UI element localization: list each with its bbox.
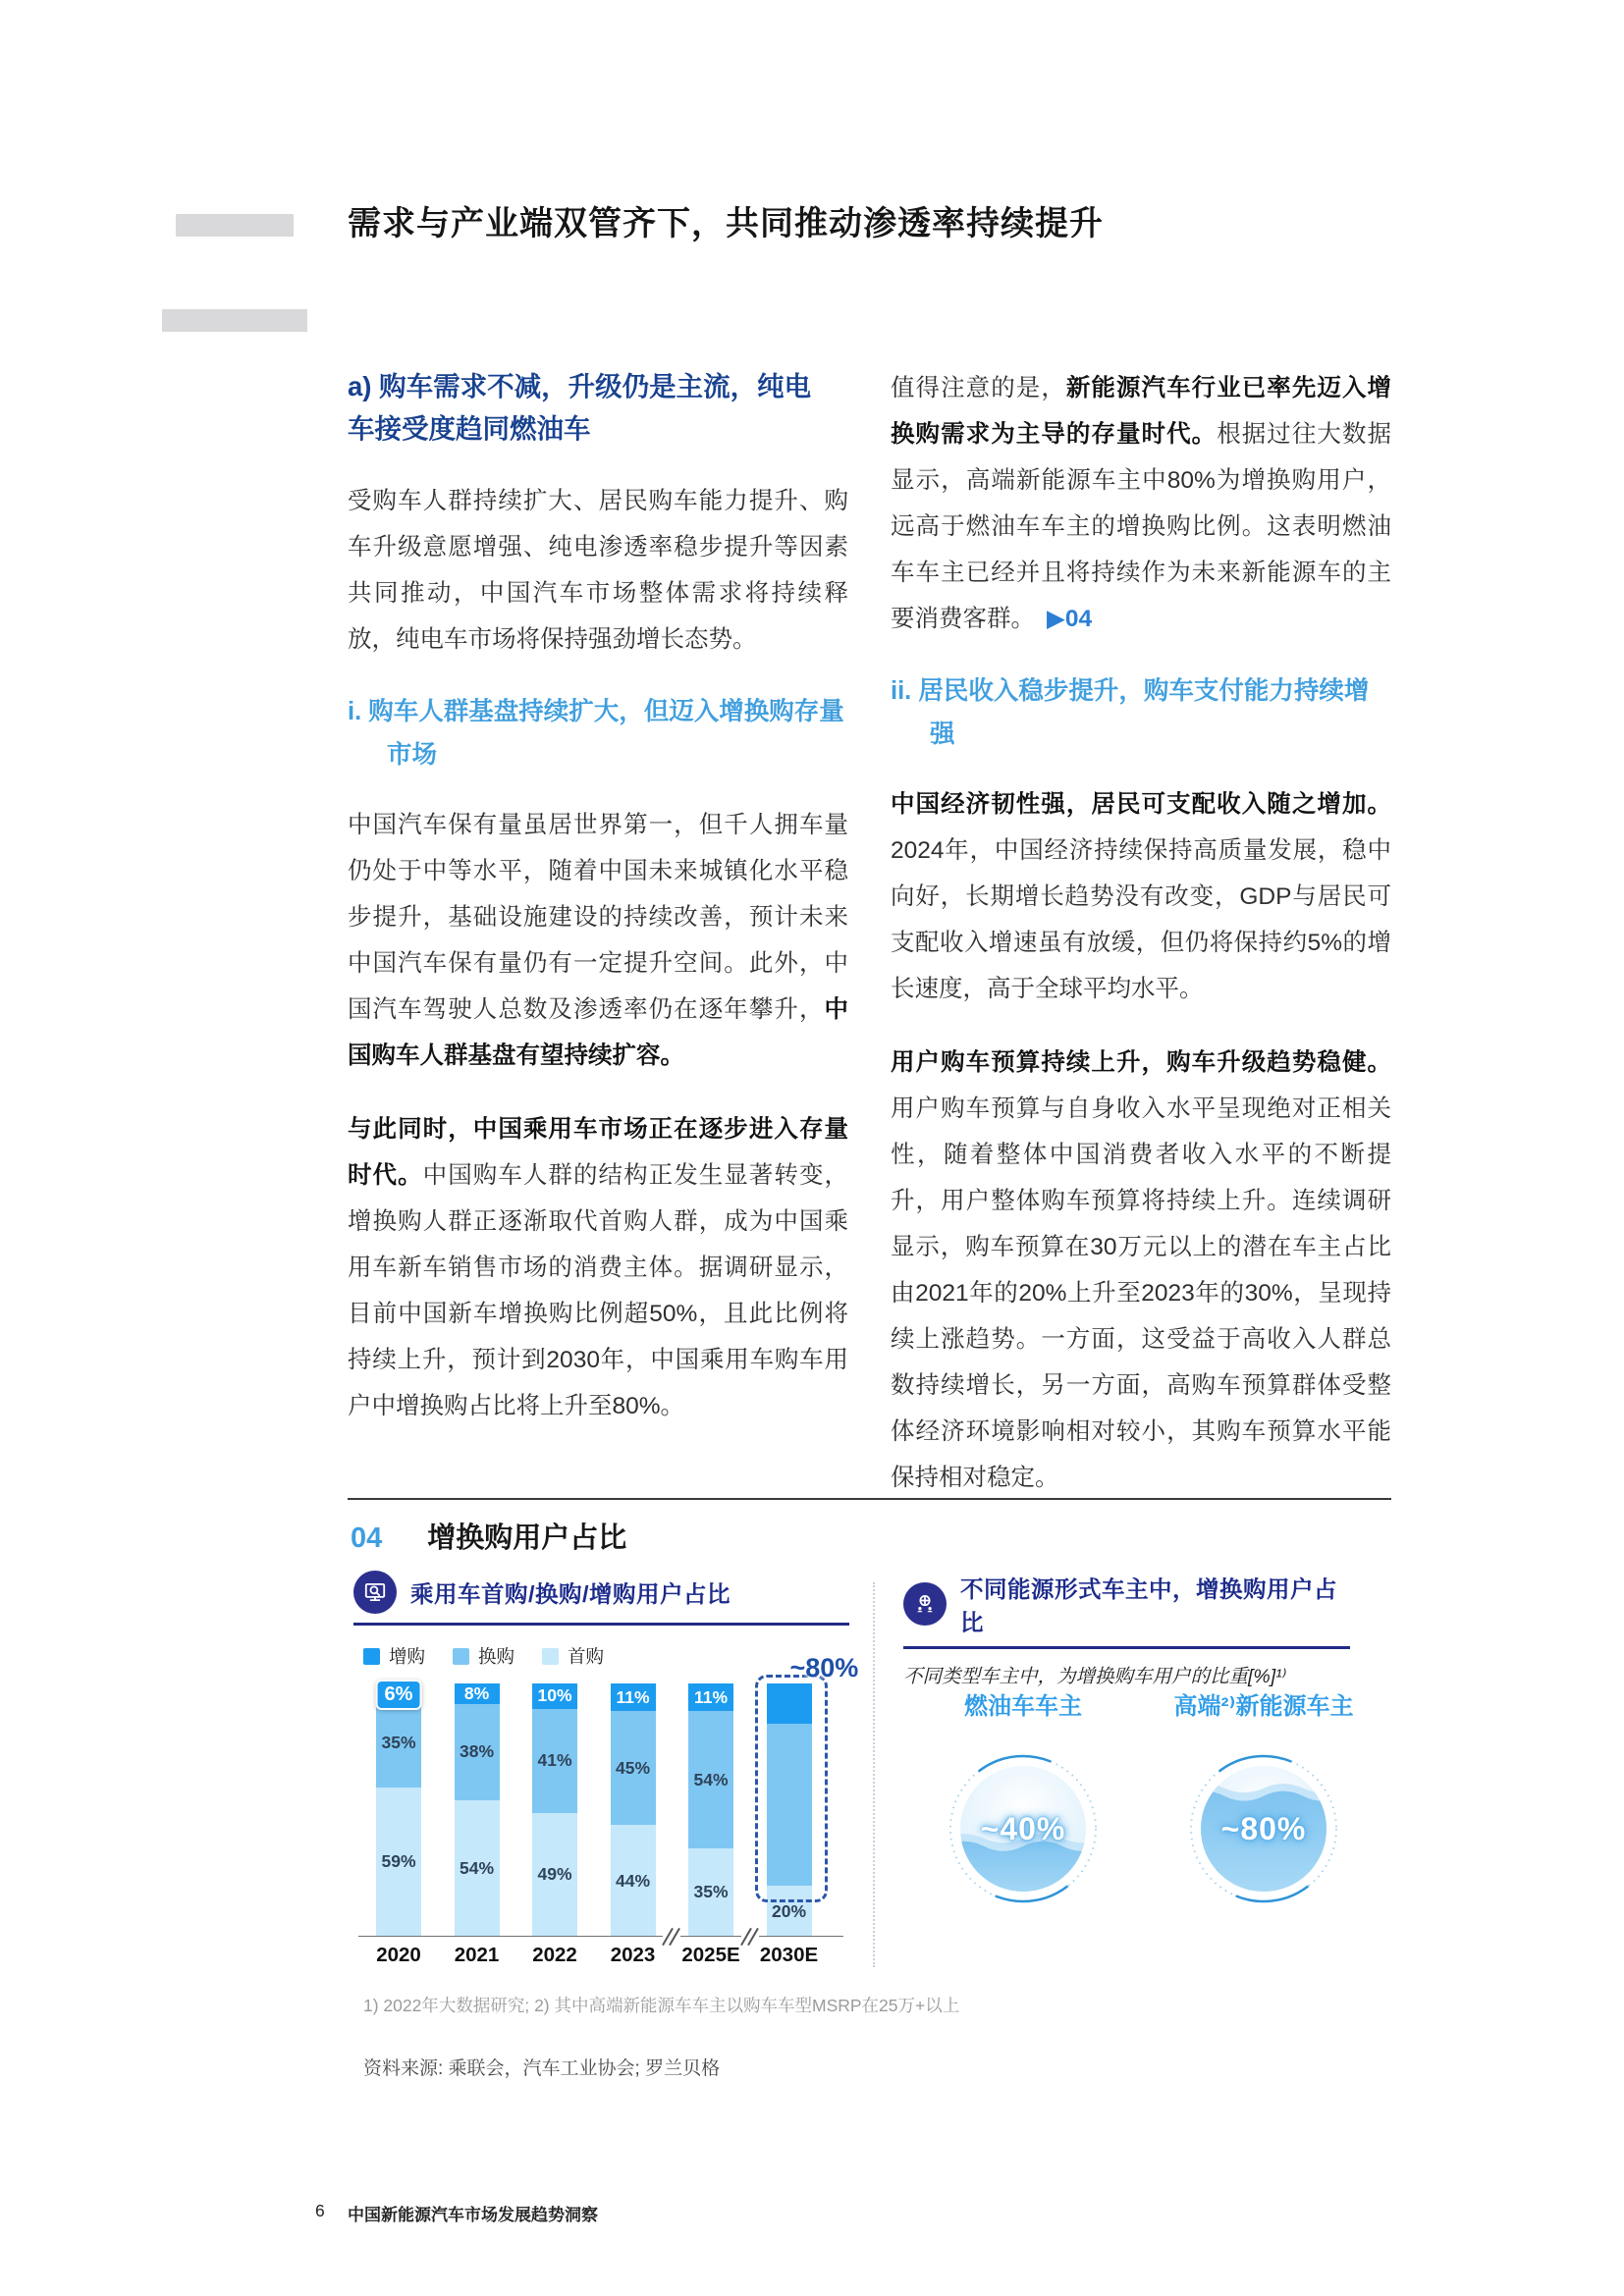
figure-number: 04 xyxy=(351,1522,383,1554)
axis-break-mark xyxy=(741,1927,759,1947)
bubble-column xyxy=(1161,1686,1367,1907)
figure-ref-link[interactable]: ▶04 xyxy=(1047,606,1093,632)
bar-value-label: 54% xyxy=(693,1769,729,1789)
figure-title: 增换购用户占比 xyxy=(427,1522,627,1554)
bar-segment xyxy=(611,1683,656,1711)
bar-value-label: 20% xyxy=(771,1900,807,1921)
footer-report-title: 中国新能源汽车市场发展趋势洞察 xyxy=(348,2206,598,2224)
bar-segment xyxy=(532,1813,577,1937)
figure-footnote: 1) 2022年大数据研究; 2) 其中高端新能源车车主以购车车型MSRP在25万+以上 xyxy=(363,1996,960,2015)
stacked-bar xyxy=(455,1683,500,1937)
text-run: 中国汽车保有量虽居世界第一，但千人拥车量仍处于中等水平，随着中国未来城镇化水平稳步提升，基础设施建设的持续改善，预计未来中国汽车保有量仍有一定提升空间。此外，中国汽车驾驶人总数及渗透率仍在逐年攀升， xyxy=(348,812,848,1023)
bubble-column xyxy=(920,1686,1126,1907)
bar-segment xyxy=(455,1800,500,1937)
bar-segment xyxy=(688,1848,733,1937)
bar-value-label: 38% xyxy=(459,1741,495,1762)
section-ii-heading: ii. 居民收入稳步提升，购车支付能力持续增强 xyxy=(891,677,1370,748)
stacked-bar xyxy=(532,1683,577,1937)
bar-segment xyxy=(376,1683,421,1705)
bar-segment xyxy=(376,1698,421,1787)
bar-segment xyxy=(688,1711,733,1847)
paragraph xyxy=(891,365,1391,642)
bar-value-label: 11% xyxy=(616,1686,650,1707)
page-number: 6 xyxy=(315,2201,325,2220)
bar-segment xyxy=(767,1886,812,1937)
figure-header xyxy=(351,1516,626,1556)
paragraph xyxy=(348,1106,848,1429)
text-run: 值得注意的是， xyxy=(891,375,1066,401)
decorative-gray-bar xyxy=(176,214,294,237)
panel-divider xyxy=(873,1582,875,1967)
bar-value-label: 45% xyxy=(615,1757,651,1778)
bar-segment xyxy=(532,1683,577,1709)
callout-label: ~80% xyxy=(789,1653,859,1682)
text-run: 用户购车预算持续上升，购车升级趋势稳健。 xyxy=(891,1049,1391,1076)
text-run: 2024年，中国经济持续保持高质量发展，稳中向好，长期增长趋势没有改变，GDP与居民可支配收入增速虽有放缓，但仍将保持约5%的增长速度，高于全球平均水平。 xyxy=(891,837,1391,1002)
text-run: 受购车人群持续扩大、居民购车能力提升、购车升级意愿增强、纯电渗透率稳步提升等因素共同推动，中国汽车市场整体需求将持续释放，纯电车市场将保持强劲增长态势。 xyxy=(348,488,848,653)
paragraph xyxy=(348,478,848,663)
liquid-fill-gauge xyxy=(1185,1750,1342,1907)
bar-segment xyxy=(455,1683,500,1704)
panel-title: 不同能源形式车主中，增换购用户占比 xyxy=(960,1576,1337,1635)
bar-segment xyxy=(532,1709,577,1813)
bar-value-label: 49% xyxy=(537,1864,572,1885)
owner-type-bubble-chart-panel xyxy=(903,1571,1354,1975)
bar-value-label: 59% xyxy=(381,1851,416,1872)
stacked-bar-plot xyxy=(353,1571,859,1975)
stacked-bar xyxy=(611,1683,656,1937)
bar-segment xyxy=(611,1711,656,1825)
fill-percentage-value: ~40% xyxy=(980,1810,1066,1846)
right-column xyxy=(891,365,1391,1528)
text-run: 中国经济韧性强，居民可支配收入随之增加。 xyxy=(891,791,1391,818)
stacked-bar xyxy=(767,1683,812,1937)
purchase-type-bar-chart-panel xyxy=(353,1571,859,1975)
legend-label: 增购 xyxy=(389,1646,426,1667)
bar-value-label: 41% xyxy=(537,1750,572,1771)
x-axis-label: 2025E xyxy=(681,1944,740,1966)
owner-type-label: 燃油车车主 xyxy=(964,1693,1082,1720)
x-axis-label: 2022 xyxy=(532,1944,577,1966)
decorative-gray-bar xyxy=(162,309,307,332)
bar-value-label: 35% xyxy=(381,1733,416,1753)
bar-value-label: 6% xyxy=(376,1680,422,1710)
x-axis-line xyxy=(358,1936,843,1937)
x-axis-label: 2030E xyxy=(759,1944,819,1966)
bar-value-label: 11% xyxy=(693,1686,729,1707)
bar-value-label: 35% xyxy=(693,1882,729,1902)
section-a-heading: a) 购车需求不减，升级仍是主流，纯电车接受度趋同燃油车 xyxy=(348,371,812,444)
x-axis-label: 2023 xyxy=(610,1944,656,1966)
section-i-heading: i. 购车人群基盘持续扩大，但迈入增换购存量市场 xyxy=(348,698,844,769)
legend-label: 首购 xyxy=(568,1646,605,1667)
bar-segment xyxy=(688,1683,733,1711)
bar-value-label: 10% xyxy=(537,1685,572,1706)
bar-value-label: 54% xyxy=(459,1857,495,1878)
figure-divider-line xyxy=(348,1498,1391,1500)
paragraph xyxy=(891,1040,1391,1501)
bar-segment xyxy=(767,1683,812,1724)
bar-value-label: 8% xyxy=(463,1682,490,1703)
bar-value-label: 44% xyxy=(615,1870,651,1891)
text-run: 与此同时，中国乘用车市场正在逐步进入存量时代。 xyxy=(348,1116,848,1189)
panel-header xyxy=(903,1571,1350,1649)
panel-subtitle: 不同类型车主中，为增换购车用户的比重[%]¹⁾ xyxy=(903,1666,1287,1687)
text-run: 用户购车预算与自身收入水平呈现绝对正相关性，随着整体中国消费者收入水平的不断提升，用户整体购车预算将持续上升。连续调研显示，购车预算在30万元以上的潜在车主占比由2021年的20%上升至2023年的30%，呈现持续上涨趋势。一方面，这受益于高收入人群总数持续增长，另一方面，高购车预算群体受整体经济环境影响相对较小，其购车预算水平能保持相对稳定。 xyxy=(891,1095,1391,1491)
bar-segment xyxy=(376,1788,421,1937)
car-owners-icon xyxy=(903,1582,947,1626)
panel-title: 乘用车首购/换购/增购用户占比 xyxy=(410,1581,731,1607)
stacked-bar xyxy=(688,1683,733,1937)
figure-source: 资料来源: 乘联会，汽车工业协会; 罗兰贝格 xyxy=(363,2058,721,2079)
text-run: 中国购车人群基盘有望持续扩容。 xyxy=(348,996,848,1069)
text-run: 根据过往大数据显示，高端新能源车主中80%为增换购用户，远高于燃油车车主的增换购比例。这表明燃油车车主已经并且将持续作为未来新能源车的主要消费客群。 xyxy=(891,421,1392,632)
bar-segment xyxy=(767,1724,812,1886)
bar-segment xyxy=(611,1825,656,1937)
paragraph xyxy=(348,802,848,1079)
paragraph xyxy=(891,781,1391,1012)
stacked-bar xyxy=(376,1683,421,1937)
fill-percentage-value: ~80% xyxy=(1220,1810,1307,1846)
x-axis-label: 2021 xyxy=(454,1944,500,1966)
body-columns xyxy=(348,365,1391,1528)
liquid-fill-gauge xyxy=(945,1750,1102,1907)
left-column xyxy=(348,365,848,1528)
legend-label: 换购 xyxy=(478,1646,515,1667)
x-axis-label: 2020 xyxy=(376,1944,421,1966)
bar-segment xyxy=(455,1704,500,1800)
axis-break-mark xyxy=(663,1927,680,1947)
text-run: 新能源汽车行业已率先迈入增换购需求为主导的存量时代。 xyxy=(891,375,1392,448)
owner-type-label: 高端²⁾新能源车主 xyxy=(1173,1693,1354,1720)
page-title: 需求与产业端双管齐下，共同推动渗透率持续提升 xyxy=(348,205,1104,242)
text-run: 中国购车人群的结构正发生显著转变，增换购人群正逐渐取代首购人群，成为中国乘用车新车销售市场的消费主体。据调研显示，目前中国新车增换购比例超50%，且此比例将持续上升，预计到2030年，中国乘用车购车用户中增换购占比将上升至80%。 xyxy=(348,1162,849,1419)
